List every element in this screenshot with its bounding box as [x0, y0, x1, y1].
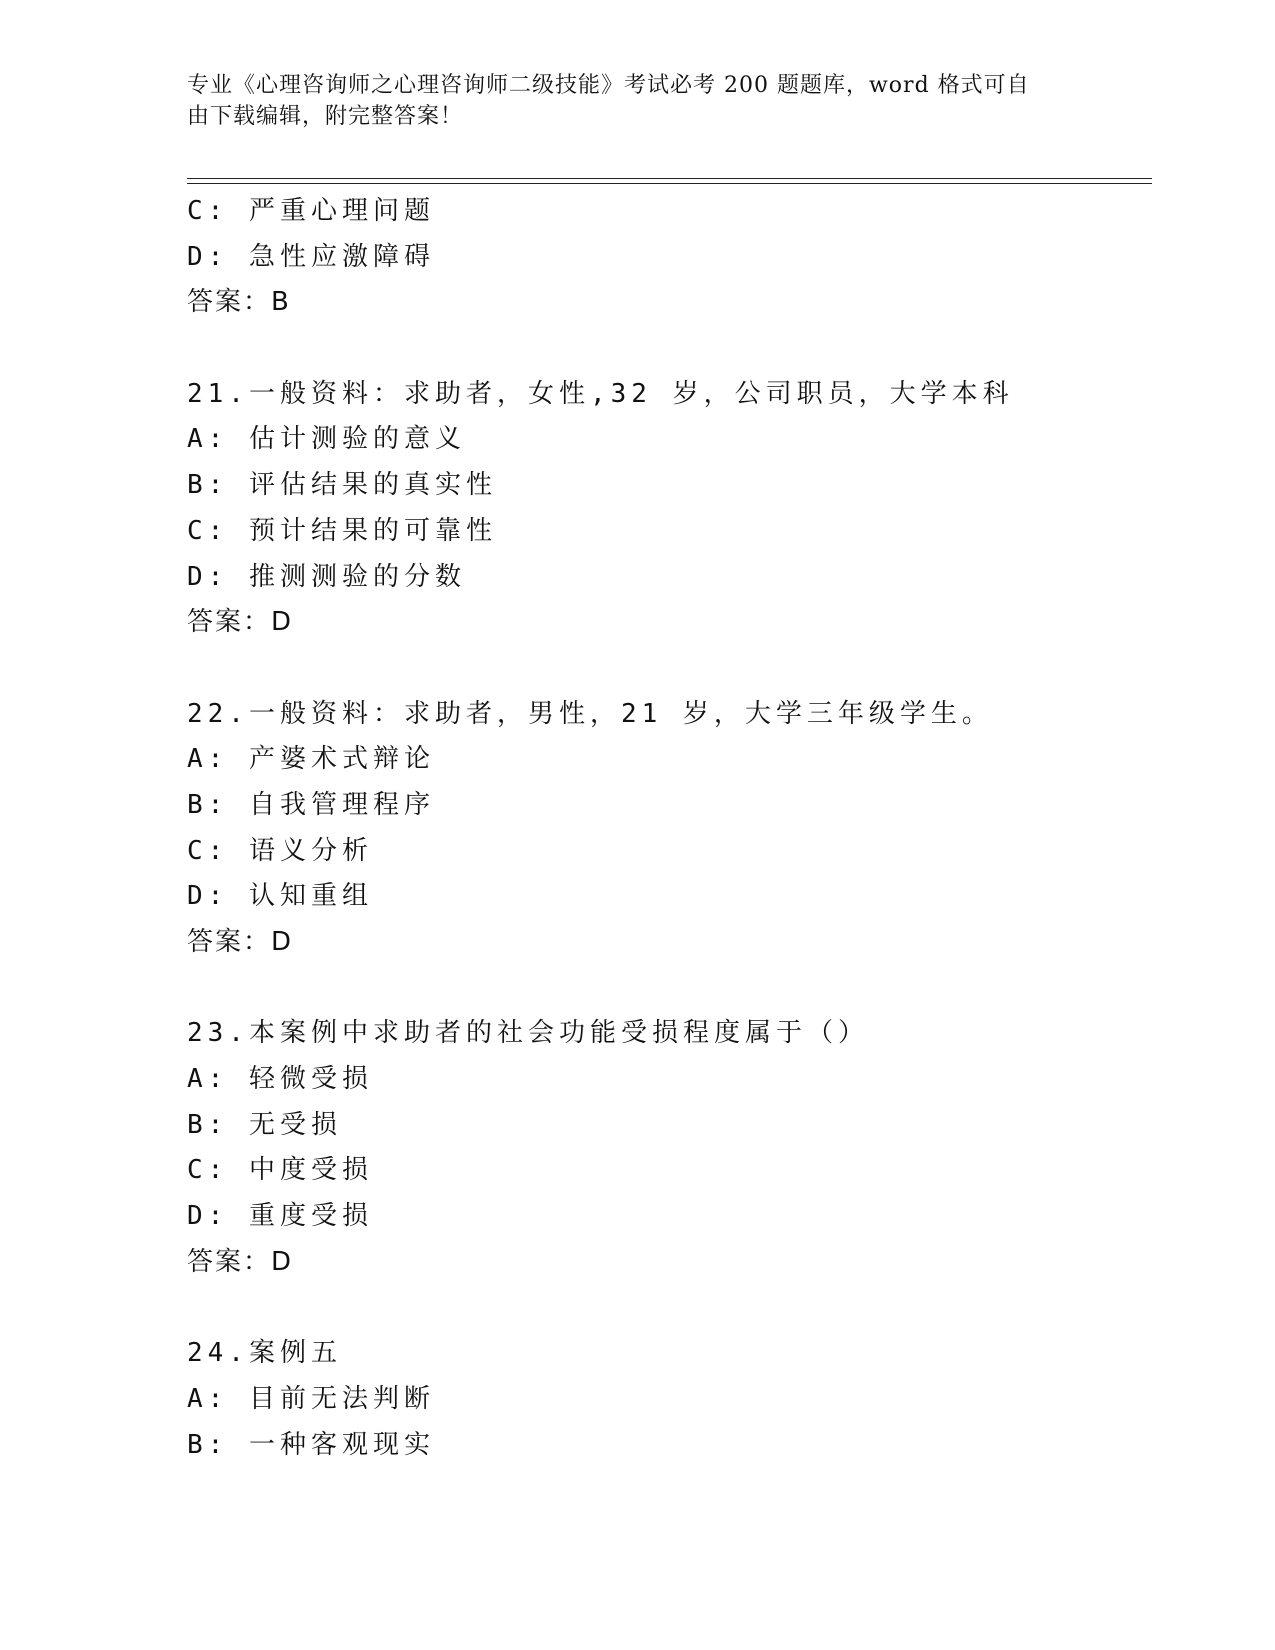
option-c: C: 预计结果的可靠性	[187, 515, 497, 546]
option-a: A: 产婆术式辩论	[187, 744, 435, 775]
option-b: B: 一种客观现实	[187, 1429, 435, 1460]
answer-line: 答案：D	[187, 927, 294, 957]
question-list	[187, 189, 1152, 1468]
option-c: C: 严重心理问题	[187, 196, 435, 226]
option-c: C: 语义分析	[187, 835, 373, 866]
spacer	[187, 326, 1152, 372]
question-stem-23: 23.本案例中求助者的社会功能受损程度属于（）	[187, 1018, 869, 1049]
header-divider-top	[187, 178, 1152, 179]
option-d: D: 急性应激障碍	[187, 241, 435, 272]
answer-line: 答案：D	[187, 607, 294, 638]
answer-line: 答案：B	[187, 287, 291, 318]
question-stem-21: 21.一般资料：求助者，女性,32 岁，公司职员，大学本科	[187, 378, 1014, 409]
option-d: D: 重度受损	[187, 1201, 373, 1232]
option-d: D: 认知重组	[187, 881, 373, 912]
option-d: D: 推测测验的分数	[187, 561, 466, 592]
spacer	[187, 646, 1152, 692]
header-line-1: 专业《心理咨询师之心理咨询师二级技能》考试必考 200 题题库，word 格式可自	[187, 73, 1030, 98]
question-stem-24: 24.案例五	[187, 1338, 342, 1369]
header-divider-bottom	[187, 183, 1152, 184]
option-b: B: 评估结果的真实性	[187, 470, 497, 501]
document-header	[187, 70, 1067, 132]
option-b: B: 自我管理程序	[187, 789, 435, 820]
option-a: A: 目前无法判断	[187, 1383, 435, 1414]
answer-line: 答案：D	[187, 1246, 294, 1277]
option-c: C: 中度受损	[187, 1155, 373, 1186]
option-b: B: 无受损	[187, 1109, 342, 1140]
spacer	[187, 1286, 1152, 1332]
option-a: A: 估计测验的意义	[187, 424, 466, 455]
question-stem-22: 22.一般资料：求助者，男性，21 岁，大学三年级学生。	[187, 698, 993, 729]
spacer	[187, 966, 1152, 1012]
header-line-2: 由下载编辑，附完整答案！	[187, 104, 464, 129]
option-a: A: 轻微受损	[187, 1064, 373, 1095]
